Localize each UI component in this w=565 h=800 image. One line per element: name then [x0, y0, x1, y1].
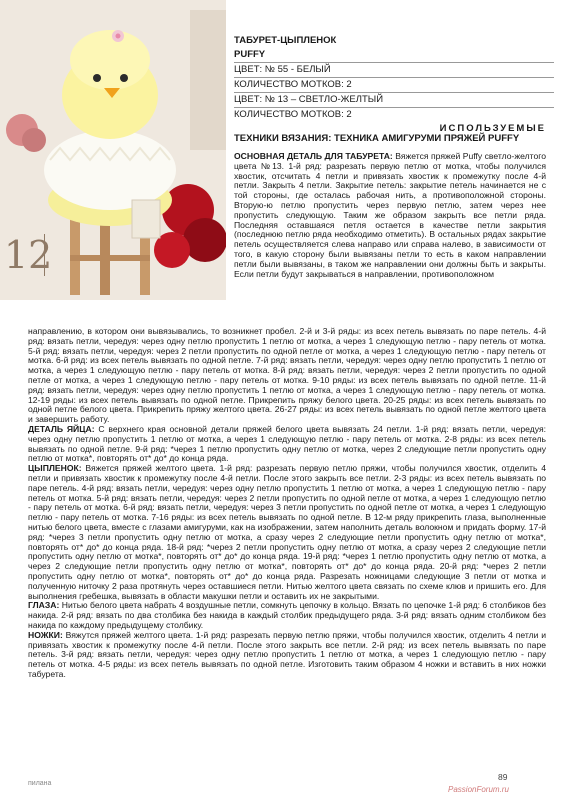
footer-brand: пилана [28, 780, 52, 787]
chick-text: Вяжется пряжей желтого цвета. 1-й ряд: разрезать первую петлю пряжи, чтобы получился хвостик, отделить 4 петли и привязать хвостик к промежутку после 4-й петли. После этого закрыть все петли. 2-3 ряды: из всех петель вывязать по паре петель. 4-й ряд: вязать петли, чередуя: через одну петлю пропустить 1 петлю от мотка, а через 1 следующую петлю - пару петель от мотка. 5-й ряд: вязать петли, чередуя: через 2 петли пропустить по одной петле от мотка, а через 1 следующую петлю - пару петель от мотка. 6-й ряд: вязать петли, чередуя: через 3 петли пропустить по одной петле от мотка, а через 1 следующую петлю - пару петель от мотка. 7-16 ряды: из всех петель вывязать по одной петле. В 12-м ряду прикрепить глаза, выполненные нитью белого цвета, вместе с глазами амигуруми, как на изображении, затем наполнить деталь волокном и придать форму. 17-й ряд: *через 3 петли пропустить одну петлю от мотка, а сразу через 2 следующие петли пропустить одну петлю от мотка*, повторять от* до* до конца ряда. 18-й ряд: *через 2 петли пропустить одну петлю от мотка, а сразу через 2 следующие петли пропустить одну петлю от мотка*, повторять от* до* до конца ряда. 19-й ряд: *через 1 петлю пропустить одну петлю от мотка, а через 2 следующие петли пропустить одну петлю от мотка*, повторять от* до* до конца ряда. 20-й ряд: *через 2 петли пропустить одну петлю от мотка*, повторять от* до* до конца ряда. Разрезать ножницами следующие 3 петли от мотка и полученную ниточку 2 раза протянуть через оставшиеся петли. Нитью желтого цвета связать по схеме клюв и пришить его. Для выполнения гребешка, вывязать в области макушки петли и оставить их не закрытыми. [28, 463, 546, 601]
main-part-text-full: направлению, в котором они вывязывались, то возникнет пробел. 2-й и 3-й ряды: из всех петель вывязать по паре петель. 4-й ряд: вязать петли, чередуя: через одну петлю пропустить 1 петлю от мотка, а через 1 следующую петлю - пару петель от мотка. 5-й ряд: вязать петли, чередуя: через 2 петли пропустить по одной петле от мотка, а через 1 следующую петлю - пару петель от мотка. 6-й ряд: из всех петель вывязать по одной петле. 7-й ряд: вязать петли, чередуя: через одну петлю пропустить 1 петлю от мотка, а через 1 следующую петлю - пару петель от мотка. 8-й ряд: вязать петли, чередуя: через 2 петли пропустить по одной петле от мотка, а через 1 следующую петлю - пару петель от мотка. 9-10 ряды: из всех петель вывязать по одной петле. 11-й ряд: вязать петли, чередуя: через одну петлю пропустить 1 петлю от мотка, а через 1 следующую петлю - пару петель от мотка. 12-19 ряды: из всех петель вывязать по одной петле. Прикрепить пряжу белого цвета. 20-25 ряды: из всех петель вывязать по одной петле белого цвета. Прикрепить пряжу желтого цвета. 26-27 ряды: из всех петель вывязать по одной петле желтого цвета и завершить работу. [28, 326, 546, 425]
techniques-heading [234, 124, 546, 144]
page-number: 89 [498, 772, 508, 782]
pattern-number: 12 [4, 233, 53, 277]
used-label: ИСПОЛЬЗУЕМЫЕ [439, 123, 546, 134]
yarn-name: PUFFY [234, 49, 266, 60]
color-2: ЦВЕТ: № 13 – СВЕТЛО-ЖЕЛТЫЙ [234, 92, 554, 107]
egg-part-text: С верхнего края основной детали пряжей белого цвета вывязать 24 петли. 1-й ряд: вязать петли, чередуя: через одну петлю пропустить 1 петлю от мотка, а через 1 следующую петлю - пару петель от мотка. 2-8 ряды: из всех петель вывязать по одной петле. 9-й ряд: *через 1 петлю пропустить одну петлю от мотка, через 2 следующие петли пропустить одну петлю от мотка*, повторять от* до* до конца ряда. [28, 423, 547, 464]
main-part-column [234, 152, 546, 279]
legs-label: НОЖКИ: [28, 629, 63, 640]
eyes-label: ГЛАЗА: [28, 600, 60, 611]
color-1: ЦВЕТ: № 55 - БЕЛЫЙ [234, 62, 554, 77]
instructions-body [28, 327, 546, 680]
pattern-info [234, 34, 554, 122]
chick-label: ЦЫПЛЕНОК: [28, 463, 82, 474]
eyes-text: Нитью белого цвета набрать 4 воздушные петли, сомкнуть цепочку в кольцо. Вязать по цепочке 1-й ряд: 6 столбиков без накида. 2-й ряд: вязать по два столбика без накида в каждый столбик предыдущего ряда. 3-й ряд: вязать одним столбиком без накида по каждому предыдущему столбику. [28, 600, 546, 630]
egg-part-label: ДЕТАЛЬ ЯЙЦА: [28, 423, 95, 434]
skeins-2: КОЛИЧЕСТВО МОТКОВ: 2 [234, 107, 554, 122]
watermark: PassionForum.ru [448, 785, 509, 794]
main-part-text-right: Вяжется пряжей Puffy светло-желтого цвета №13. 1-й ряд: разрезать первую петлю от мотка, чтобы получился хвостик, отсчитать 4 петли и привязать хвостик к промежутку после 4-й петли. Закрыть 4 петли. Закрытие петель: закрытие петель начинается не с той стороны, где осталась рабочая нить, а противоположной стороны. Вторую-ю петлю пропустить через первую петлю, затем через нее пропустить следующую. Таким же образом закрыть все петли ряда. Последняя оставшаяся петля остается в качестве петли закрытия (последнюю петлю ряда необходимо отметить). В остальных рядах закрытие петель осуществляется слева направо или справа налево, в зависимости от того, в какую сторону были вывязаны петли то есть в каком направлении петли были вывязаны, в таком же направлении они должны быть и закрыты. Если петли будут закрываться в направлении, противоположном [234, 151, 546, 279]
skeins-1: КОЛИЧЕСТВО МОТКОВ: 2 [234, 77, 554, 92]
techniques-label: ТЕХНИКИ ВЯЗАНИЯ: ТЕХНИКА АМИГУРУМИ ПРЯЖЕЙ PUFFY [234, 133, 520, 144]
pattern-title: ТАБУРЕТ-ЦЫПЛЕНОК [234, 35, 337, 46]
product-photo [0, 0, 226, 300]
legs-text: Вяжутся пряжей желтого цвета. 1-й ряд: разрезать первую петлю пряжи, чтобы получился хвостик, отделить 4 петли и привязать хвостик к промежутку после 4-й петли. После этого закрыть все петли. 2-й ряд: из всех петель вывязать по паре петель. 3-й ряд: вязать петли, чередуя: через одну петлю пропустить 1 петлю от мотка, а через 1 следующую петлю - пару петель от мотка. 4-5 ряды: из всех петель вывязать по одной петле. Изготовить таким образом 4 ножки и вставить в них ножки табурета. [28, 629, 547, 679]
main-part-label: ОСНОВНАЯ ДЕТАЛЬ ДЛЯ ТАБУРЕТА: [234, 151, 393, 161]
